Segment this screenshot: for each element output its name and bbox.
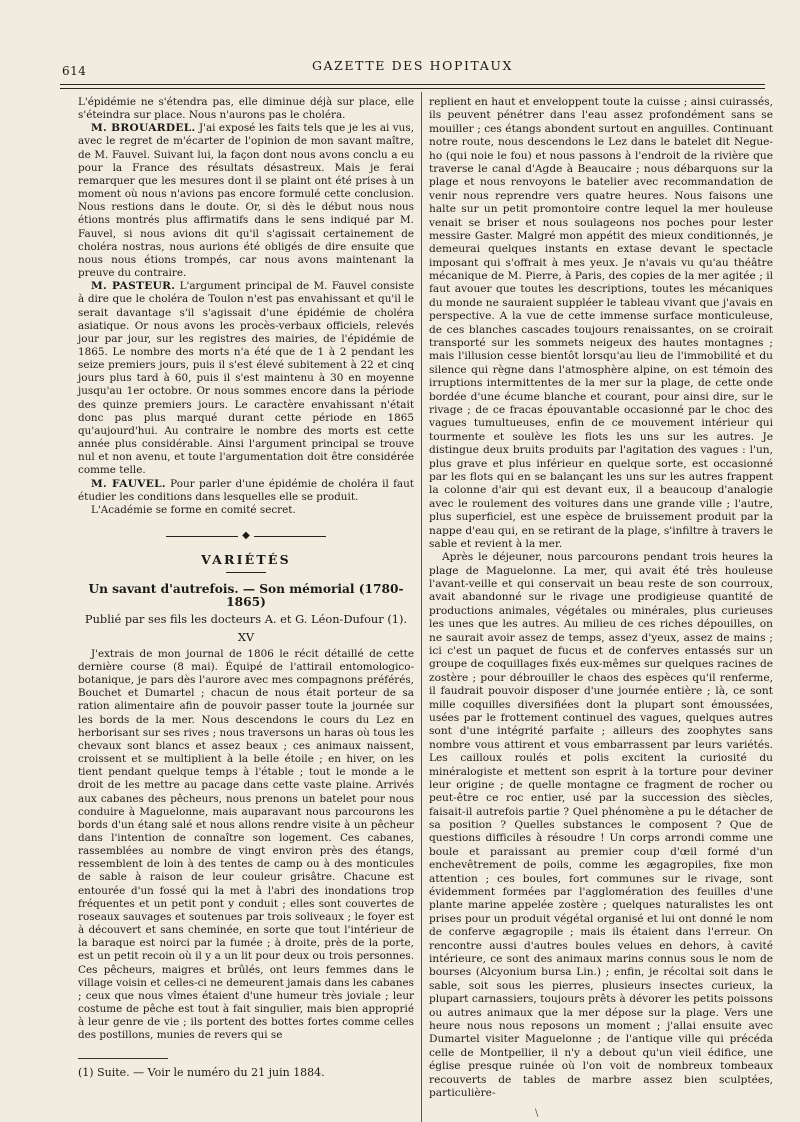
paragraph: replient en haut et enveloppent toute la cuisse ; ainsi cuirassés, ils peuvent pénétrer dans l'eau assez profondément sans se mouiller ; ces étangs abondent surtout en anguilles. Continuant notre route, nous descendons le Lez dans le batelet dit Negue-ho (qui noie le fou) et nous passons à l'endroit de la rivière que traverse le canal d'Agde à Beaucaire ; nous débarquons sur la plage et nous renvoyons le batelier avec recommandation de venir nous reprendre vers quatre heures. Nous faisons une halte sur un petit promontoire contre lequel la mer houleuse venait se briser et nous soulageons nos poches pour lester messire Gaster. Malgré mon appétit des mieux conditionnés, je demeurai quelques instants en extase devant le spectacle imposant qui s'offrait à mes yeux. Je n'avais vu qu'au théâtre mécanique de M. Pierre, à Paris, des copies de la mer agitée ; il faut avouer que toutes les descriptions, toutes les mécaniques du monde ne sauraient suppléer le tableau vivant que j'avais en perspective. A la vue de cette immense surface monticuleuse, de ces blanches cascades toujours renaissantes, on se croirait transporté sur les sommets neigeux des hautes montagnes ; mais l'illusion cesse bientôt lorsqu'au lieu de l'immobilité et du silence qui règne dans l'atmosphère alpine, on est témoin des irruptions intermittentes de la mer sur la plage, de cette onde bordée d'une écume blanche et courant, pour ainsi dire, sur le rivage ; de ce fracas épouvantable occasionné par le choc des vagues tumultueuses, enfin de ce mouvement intérieur qui tourmente et soulève les flots les uns sur les autres. Je distingue deux bruits produits par l'agitation des vagues : l'un, plus grave et plus inférieur en quelque sorte, est occasionné par les flots qui en se balançant les uns sur les autres frappent la colonne d'air qui est devant eux, il a beaucoup d'analogie avec le roulement des voitures dans une grande ville ; l'autre, plus superficiel, est une espèce de bruissement produit par la nappe d'eau qui, en se retirant de la plage, s'infiltre à travers le sable et revient à la mer.	[429, 96, 773, 550]
column-divider	[421, 92, 422, 1122]
article-subtitle: Publié par ses fils les docteurs A. et G. Léon-Dufour (1).	[84, 612, 408, 627]
paragraph	[78, 122, 414, 280]
article-title: Un savant d'autrefois. — Son mémorial (1780-1865)	[88, 582, 404, 610]
speech-text: L'argument principal de M. Fauvel consiste à dire que le choléra de Toulon n'est pas envahissant et qu'il le serait davantage s'il s'agissait d'une épidémie de choléra asiatique. Or nous avons les procès-verbaux officiels, relevés jour par jour, sur les registres des mairies, de l'épidémie de 1865. Le nombre des morts n'a été que de 1 à 2 pendant les seize premiers jours, puis il s'est élevé subitement à 22 et cinq jours plus tard à 60, puis il s'est maintenu à 30 en moyenne jusqu'au 1er octobre. Or nous sommes encore dans la période des quinze premiers jours. Le caractère envahissant n'était donc pas plus marqué durant cette période en 1865 qu'aujourd'hui. Au contraire le nombre des morts est cette année plus considérable. Ainsi l'argument principal se trouve nul et non avenu, et toute l'argumentation doit être considérée comme telle.	[78, 280, 415, 477]
speaker-name: M. BROUARDEL.	[91, 122, 196, 135]
footnote: (1) Suite. — Voir le numéro du 21 juin 1884.	[78, 1066, 325, 1079]
section-title: VARIÉTÉS	[201, 552, 291, 567]
header-rule	[60, 84, 765, 85]
journal-title: GAZETTE DES HOPITAUX	[311, 58, 514, 73]
page-header	[60, 56, 765, 86]
speaker-name: M. PASTEUR.	[91, 280, 176, 293]
footnote-rule	[78, 1058, 168, 1059]
speech-text: Pour parler d'une épidémie de choléra il faut étudier les conditions dans lesquelles elle se produit.	[78, 477, 414, 503]
speaker-name: M. FAUVEL.	[91, 477, 166, 490]
section-ornament	[78, 529, 414, 543]
speech-text: J'ai exposé les faits tels que je les ai vus, avec le regret de m'écarter de l'opinion de mon savant maître, de M. Fauvel. Suivant lui, la façon dont nous avons conclu a eu pour la France des résultats désastreux. Mais je ferai remarquer que les mesures dont il se plaint ont été prises à un moment où nous n'avions pas encore formulé cette conclusion. Nous restions dans le doute. Or, si dès le début nous nous étions montrés plus affirmatifs dans le sens indiqué par M. Fauvel, si nous avions dit qu'il s'agissait certainement de choléra nostras, nous aurions été obligés de dire ensuite que nous nous étions trompés, car nous avons maintenant la preuve du contraire.	[78, 122, 414, 280]
page-number: 614	[62, 64, 87, 78]
paragraph	[78, 478, 414, 504]
bottom-mark: \	[535, 1108, 539, 1119]
paragraph: L'épidémie ne s'étendra pas, elle diminue déjà sur place, elle s'éteindra sur place. Nous n'aurons pas le choléra.	[78, 96, 414, 122]
section-rule	[226, 572, 266, 573]
left-column	[78, 96, 414, 1042]
paragraph: L'Académie se forme en comité secret.	[91, 503, 296, 516]
ornament-glyph: ◆	[238, 530, 254, 541]
paragraph: Après le déjeuner, nous parcourons pendant trois heures la plage de Maguelonne. La mer, qui avait été très houleuse l'avant-veille et qui conservait un beau reste de son courroux, avait abandonné sur le rivage une prodigieuse quantité de productions animales, végétales ou minérales, plus curieuses les unes que les autres. Au milieu de ces riches dépouilles, on ne saurait avoir assez de temps, assez d'yeux, assez de mains ; ici c'est un paquet de fucus et de conferves entassés sur un groupe de coquillages fixés eux-mêmes sur quelques racines de zostère ; pour débrouiller le chaos des espèces qu'il renferme, il faudrait pouvoir disposer d'une journée entière ; là, ce sont mille coquilles diversifiées dont la plupart sont émoussées, usées par le frottement continuel des vagues, quelques autres sont d'une intégrité parfaite ; ailleurs des zoophytes sans nombre vous attirent et vous embarrassent par leurs variétés. Les cailloux roulés et polis excitent la curiosité du minéralogiste et mettent son esprit à la torture pour deviner leur origine ; de quelle montagne ce fragment de rocher ou peut-être ce roc entier, usé par la succession des siècles, faisait-il autrefois partie ? Quel phénomène a pu le détacher de sa position ? Quelles substances le composent ? Que de questions difficiles à résoudre ! Un corps arrondi comme une boule et paraissant au premier coup d'œil formé d'un enchevêtrement de poils, comme les ægagropiles, fixe mon attention ; ces boules, fort communes sur le rivage, sont évidemment formées par l'agglomération des feuilles d'une plante marine appelée zostère ; quelques naturalistes les ont prises pour un produit végétal organisé et lui ont donné le nom de conferve ægagropile ; mais ils étaient dans l'erreur. On rencontre aussi d'autres boules velues en dehors, à cavité intérieure, ce sont des animaux marins connus sous le nom de bourses (Alcyonium bursa Lin.) ; enfin, je récoltai soit dans le sable, soit sous les pierres, plusieurs insectes curieux, la plupart carnassiers, toujours prêts à dévorer les petits poissons ou autres animaux que la mer dépose sur la plage. Vers une heure nous nous reposons un moment ; j'allai ensuite avec Dumartel visiter Maguelonne ; de l'antique ville qui précéda celle de Montpellier, il n'y a debout qu'un vieil édifice, une église presque ruinée où l'on voit de nombreux tombeaux recouverts de tables de marbre assez bien sculptées, particulière-	[429, 551, 773, 1099]
paragraph	[78, 280, 414, 477]
header-rule-second	[60, 88, 765, 89]
chapter-number: XV	[237, 629, 255, 644]
right-column	[429, 96, 773, 1100]
paragraph: J'extrais de mon journal de 1806 le récit détaillé de cette dernière course (8 mai). Équipé de l'attirail entomologico-botanique, je pars dès l'aurore avec mes compagnons préférés, Bouchet et Dumartel ; chacun de nous était porteur de sa ration alimentaire afin de pouvoir passer toute la journée sur les bords de la mer. Nous descendons le cours du Lez en herborisant sur ses rives ; nous traversons un haras où tous les chevaux sont blancs et assez beaux ; ces animaux naissent, croissent et se multiplient à la belle étoile ; en hiver, on les tient pendant quelque temps à l'étable ; tout le monde a le droit de les mettre au pacage dans cette vaste plaine. Arrivés aux cabanes des pêcheurs, nous prenons un batelet pour nous conduire à Maguelonne, mais auparavant nous parcourons les bords d'un étang salé et nous allons rendre visite à un pêcheur dans l'intention de connaître son logement. Ces cabanes, rassemblées au nombre de vingt environ près des étangs, ressemblent de loin à des tentes de camp ou à des monticules de sable à raison de leur couleur grisâtre. Chacune est entourée d'un fossé qui la met à l'abri des inondations trop fréquentes et un petit pont y conduit ; elles sont couvertes de roseaux sauvages et soutenues par trois soliveaux ; le foyer est à découvert et sans cheminée, en sorte que tout l'intérieur de la baraque est noirci par la fumée ; à droite, près de la porte, est un petit recoin où il y a un lit pour deux ou trois personnes. Ces pêcheurs, maigres et brûlés, ont leurs femmes dans le village voisin et celles-ci ne demeurent jamais dans les cabanes ; ceux que nous vîmes étaient d'une humeur très joviale ; leur costume de pêche est tout à fait singulier, mais bien approprié à leur genre de vie ; ils portent des bottes fortes comme celles des postillons, munies de revers qui se	[78, 647, 414, 1042]
